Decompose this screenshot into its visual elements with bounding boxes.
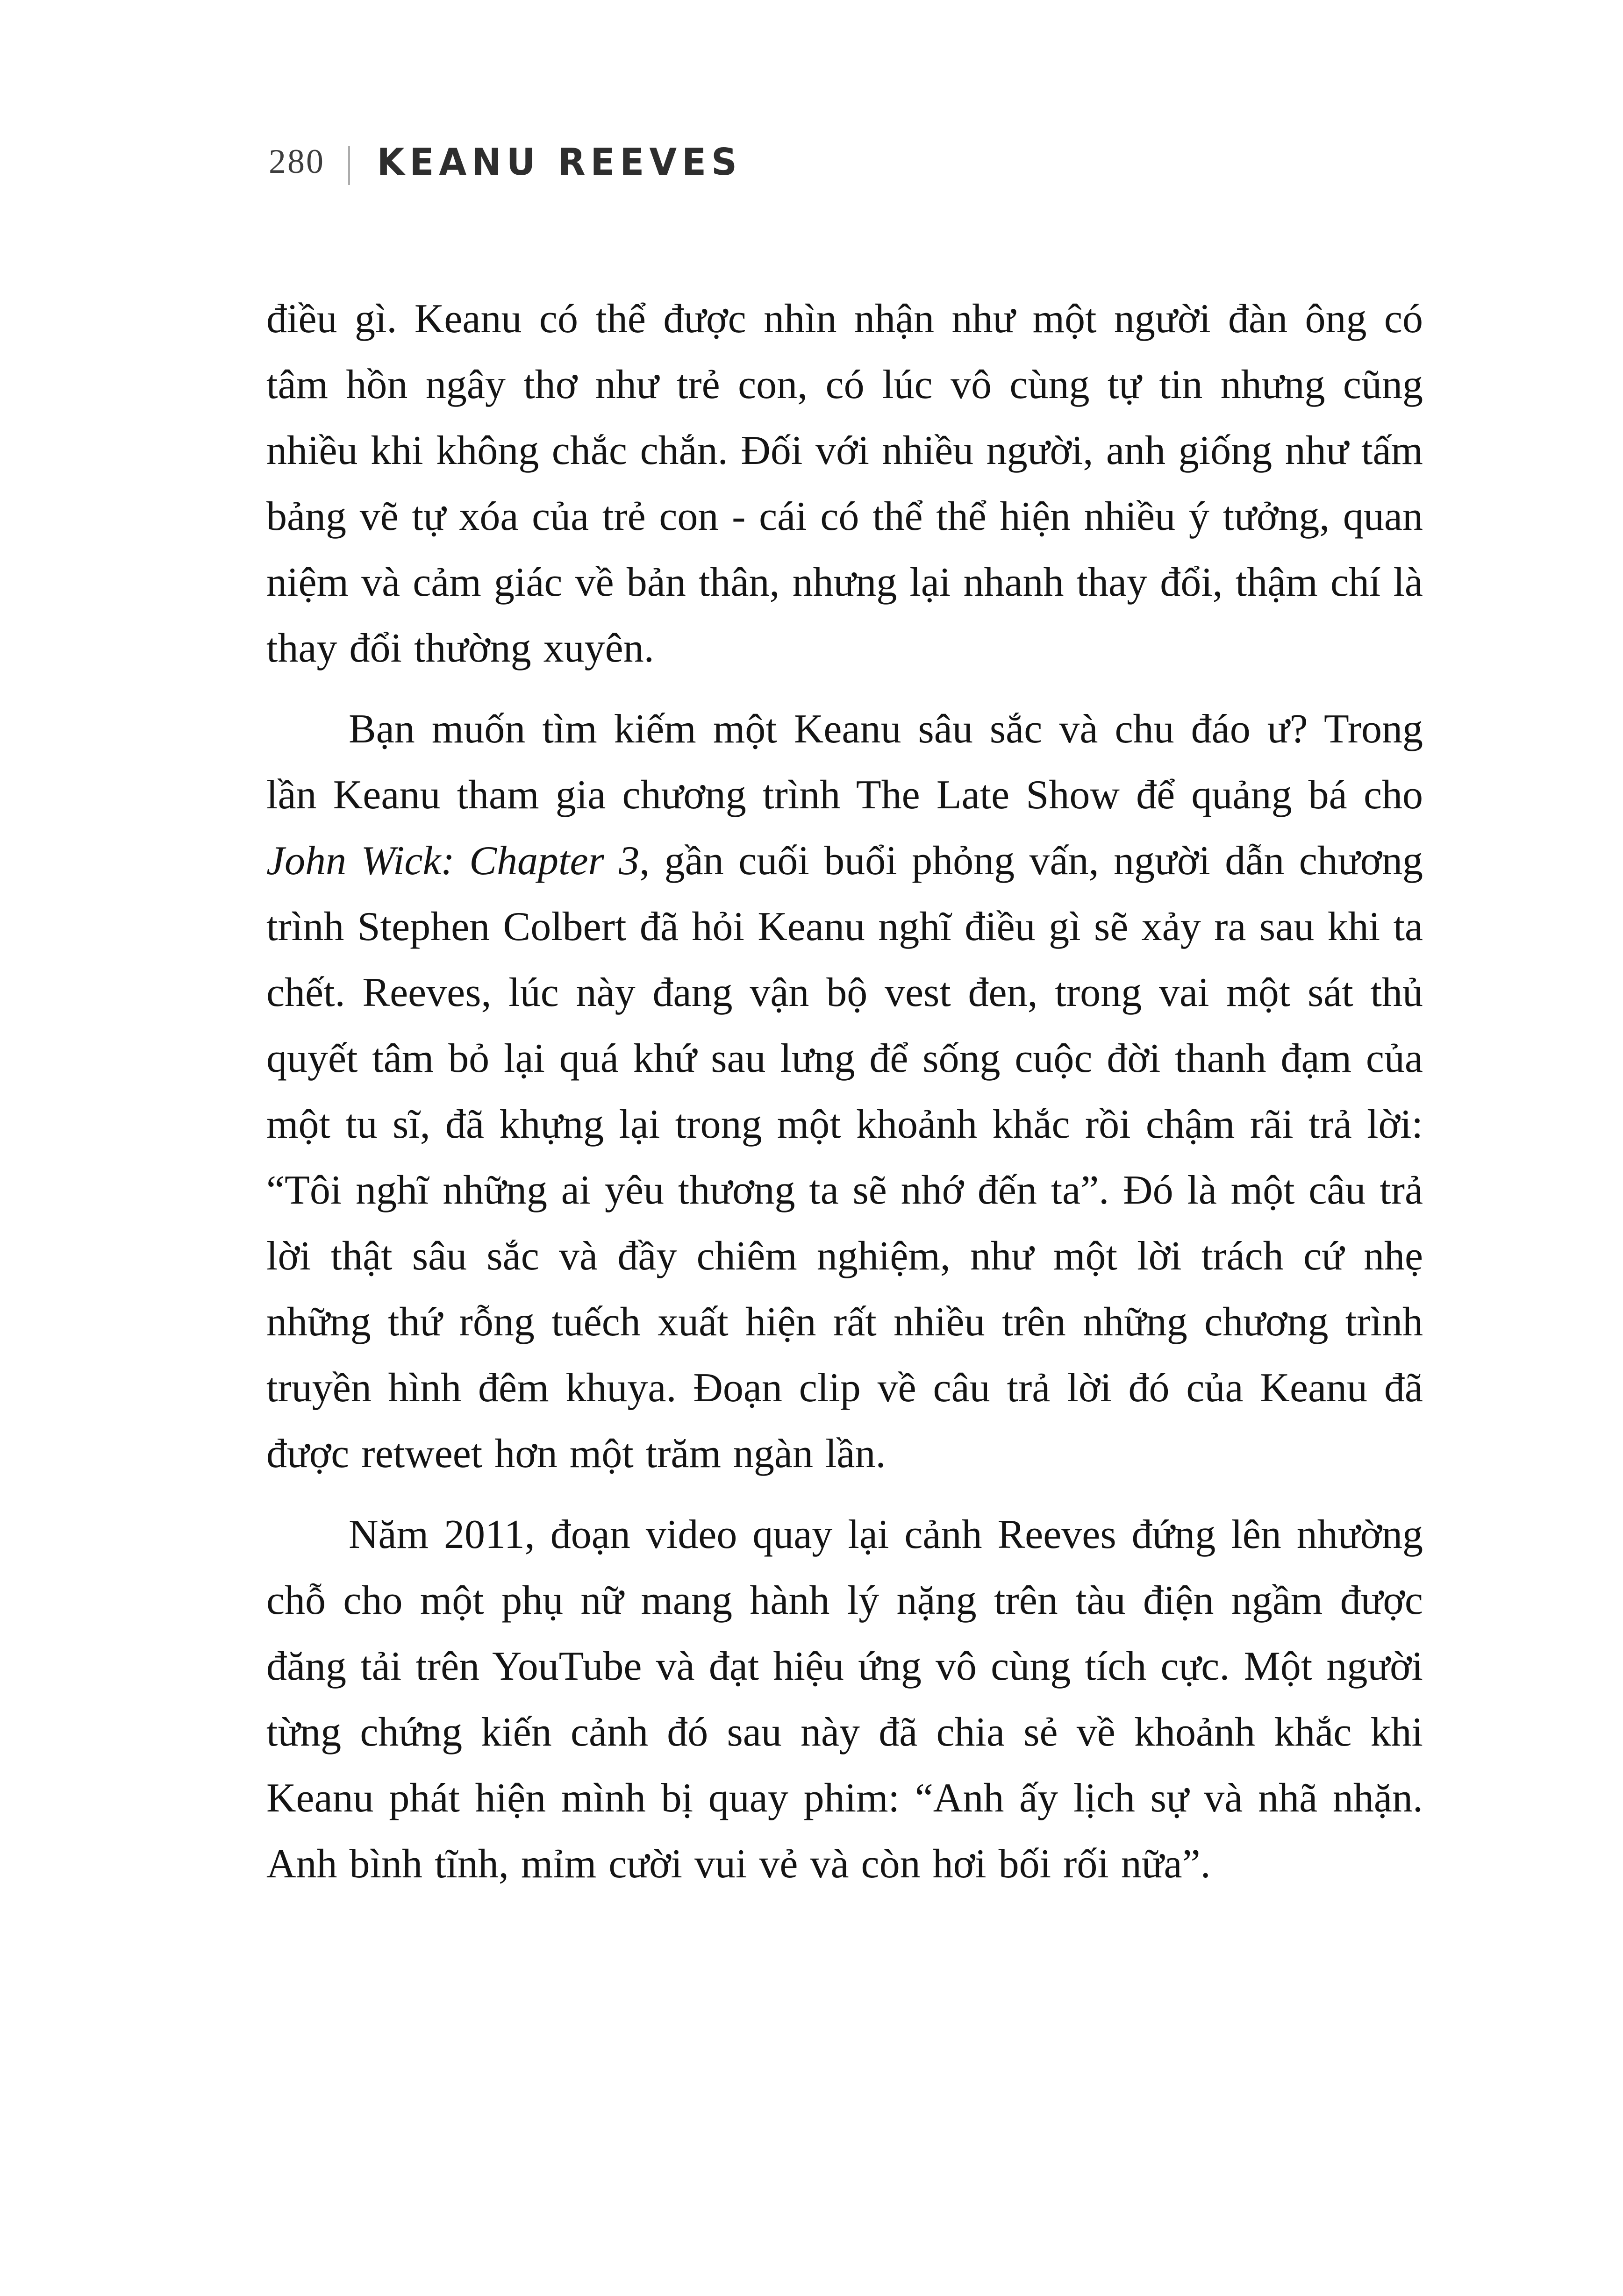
running-title: KEANU REEVES [377, 140, 742, 184]
paragraph-1-text: điều gì. Keanu có thể được nhìn nhận như một người đàn ông có tâm hồn ngây thơ như trẻ con, có lúc vô cùng tự tin nhưng cũng nhiều khi không chắc chắn. Đối với nhiều người, anh giống như tấm bảng vẽ tự xóa của trẻ con - cái có thể thể hiện nhiều ý tưởng, quan niệm và cảm giác về bản thân, nhưng lại nhanh thay đổi, thậm chí là thay đổi thường xuyên. [266, 296, 1423, 671]
paragraph-2-segment-1: Bạn muốn tìm kiếm một Keanu sâu sắc và chu đáo ư? Trong lần Keanu tham gia chương trình The Late Show để quảng bá cho [266, 706, 1423, 818]
paragraph-2 [266, 696, 1423, 1487]
header-divider: | [343, 139, 355, 185]
paragraph-2-segment-3: , gần cuối buổi phỏng vấn, người dẫn chương trình Stephen Colbert đã hỏi Keanu nghĩ điều gì sẽ xảy ra sau khi ta chết. Reeves, lúc này đang vận bộ vest đen, trong vai một sát thủ quyết tâm bỏ lại quá khứ sau lưng để sống cuộc đời thanh đạm của một tu sĩ, đã khựng lại trong một khoảnh khắc rồi chậm rãi trả lời: “Tôi nghĩ những ai yêu thương ta sẽ nhớ đến ta”. Đó là một câu trả lời thật sâu sắc và đầy chiêm nghiệm, như một lời trách cứ nhẹ những thứ rỗng tuếch xuất hiện rất nhiều trên những chương trình truyền hình đêm khuya. Đoạn clip về câu trả lời đó của Keanu đã được retweet hơn một trăm ngàn lần. [266, 838, 1423, 1476]
paragraph-3 [266, 1502, 1423, 1897]
paragraph-1 [266, 286, 1423, 681]
page-body [266, 286, 1423, 1897]
page-number: 280 [269, 143, 325, 181]
paragraph-2-book-title-italic: John Wick: Chapter 3 [266, 838, 640, 884]
page-header [269, 141, 742, 183]
paragraph-3-text: Năm 2011, đoạn video quay lại cảnh Reeves đứng lên nhường chỗ cho một phụ nữ mang hành lý nặng trên tàu điện ngầm được đăng tải trên YouTube và đạt hiệu ứng vô cùng tích cực. Một người từng chứng kiến cảnh đó sau này đã chia sẻ về khoảnh khắc khi Keanu phát hiện mình bị quay phim: “Anh ấy lịch sự và nhã nhặn. Anh bình tĩnh, mỉm cười vui vẻ và còn hơi bối rối nữa”. [266, 1512, 1423, 1887]
